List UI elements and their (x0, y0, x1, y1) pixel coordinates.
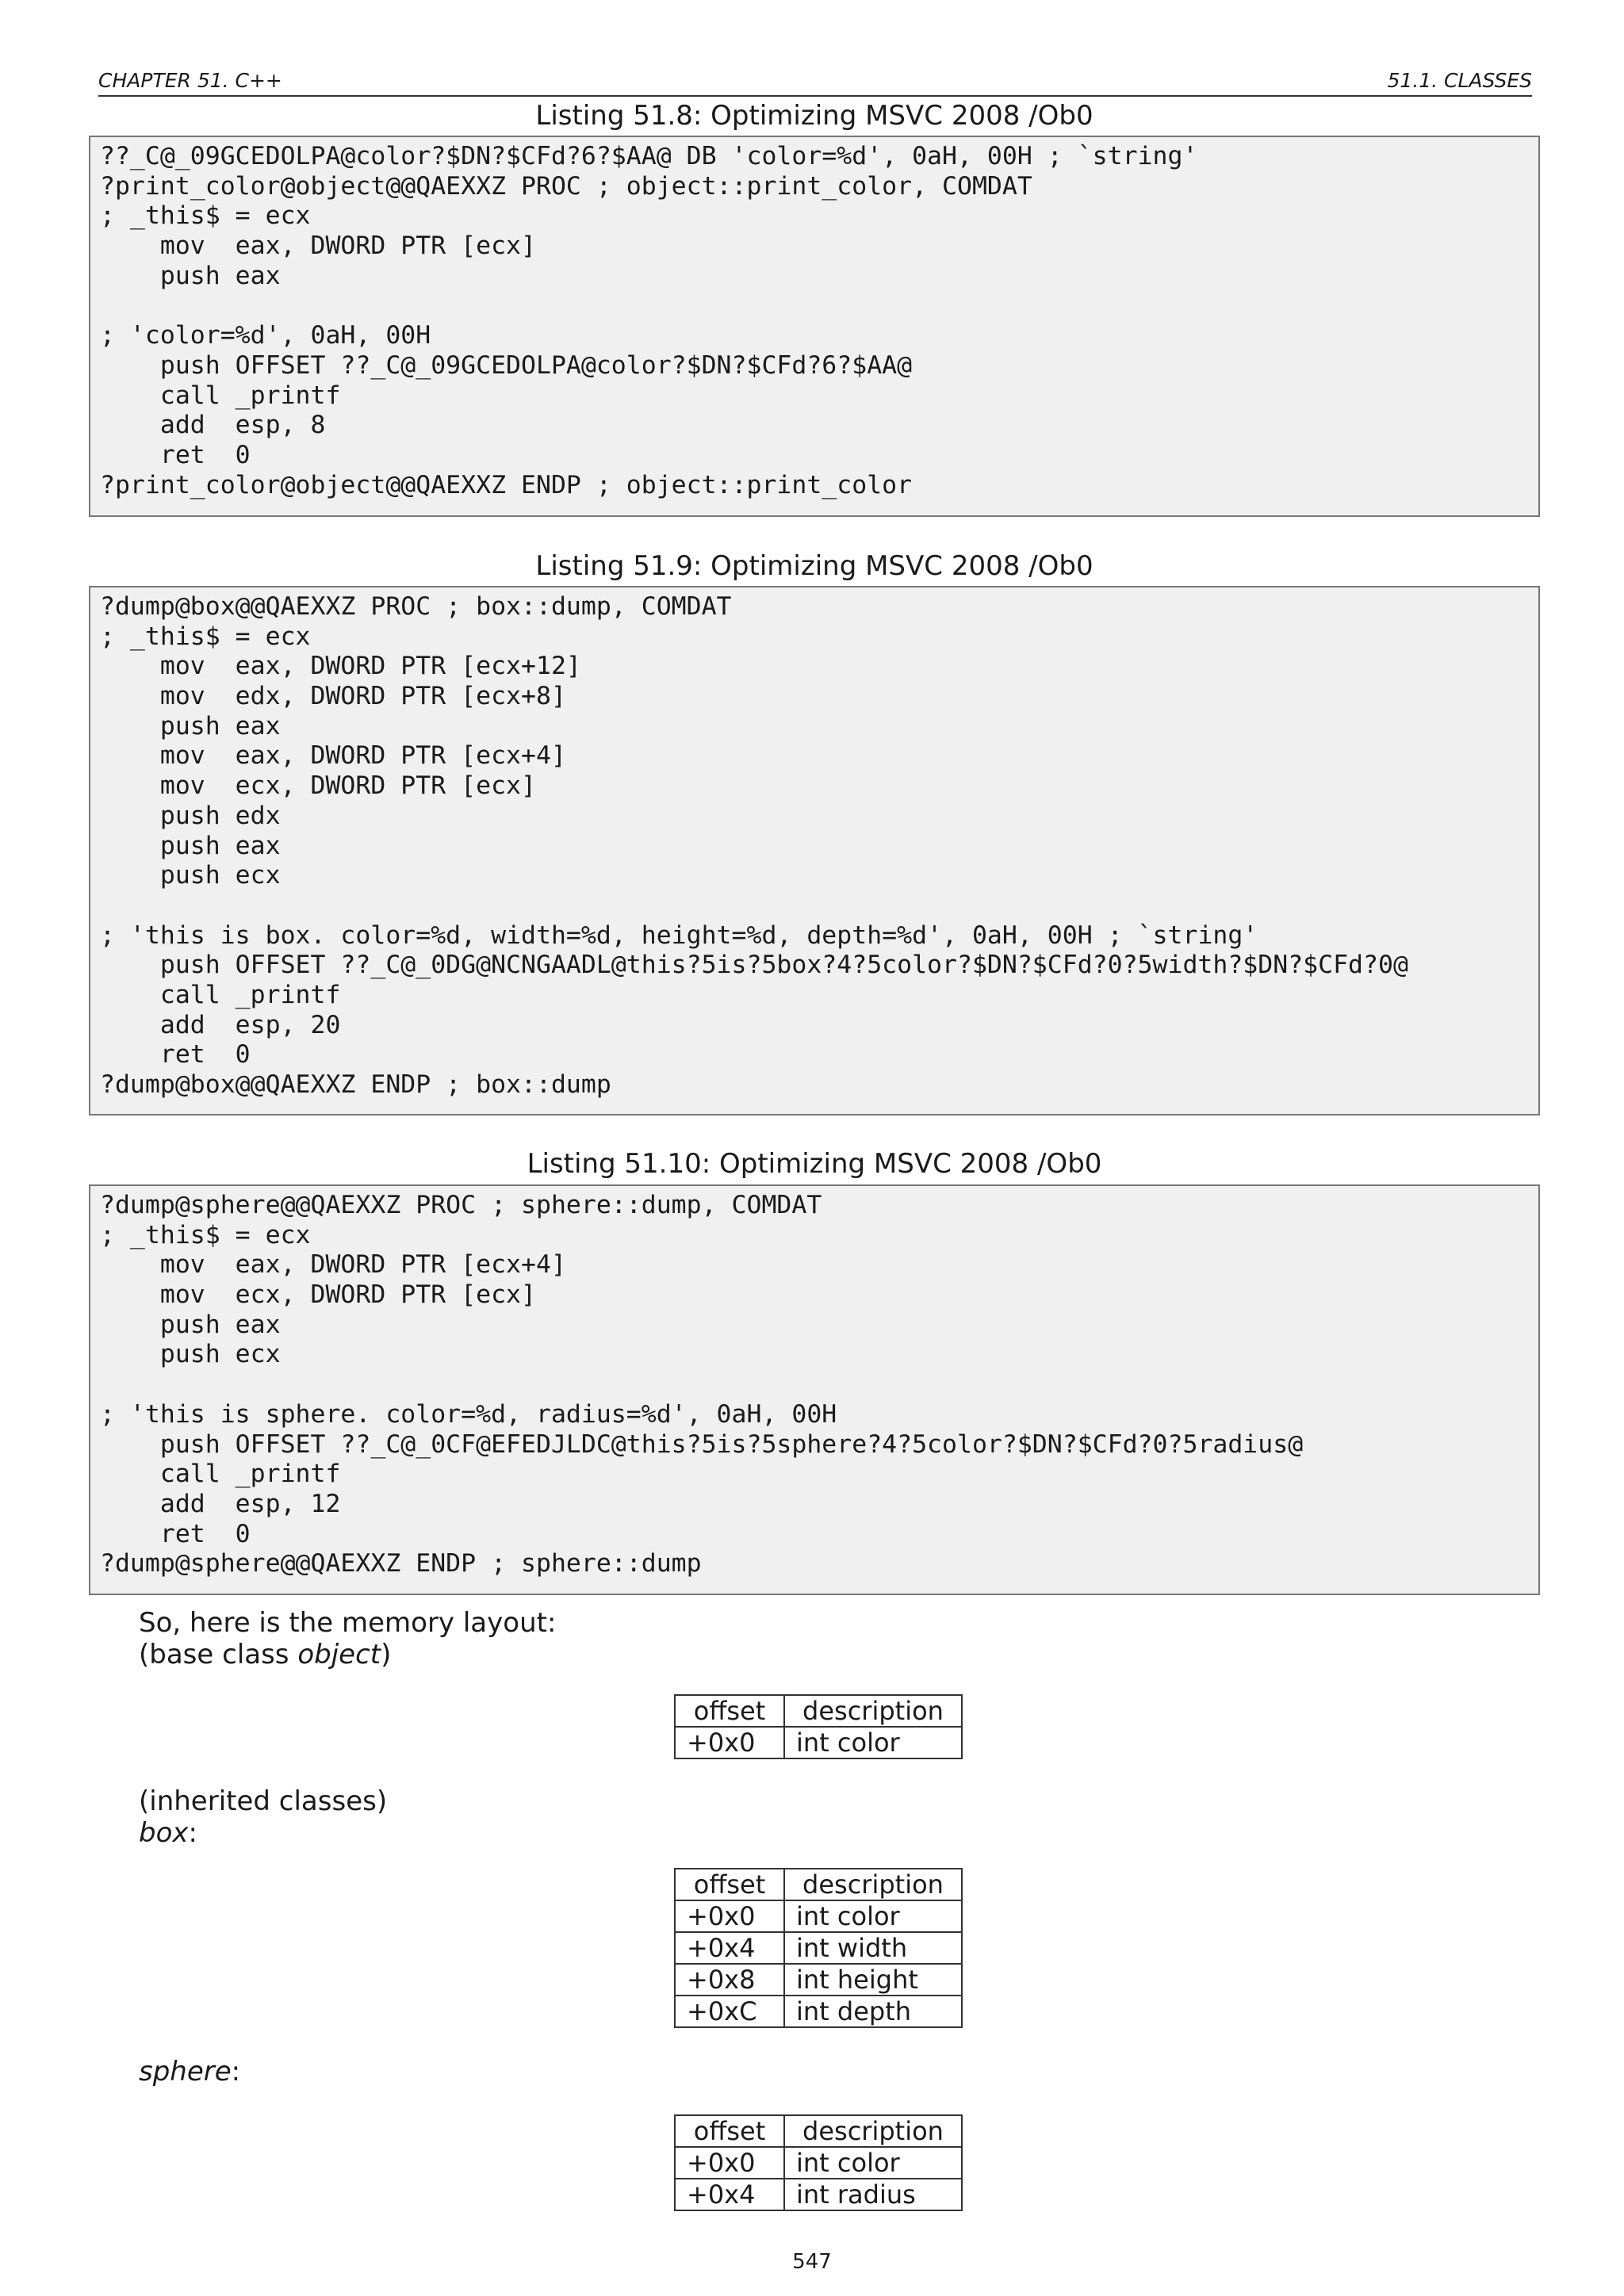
code-line: push eax (100, 1310, 281, 1339)
description-cell: int width (784, 1932, 962, 1964)
code-line: mov eax, DWORD PTR [ecx+4] (100, 1250, 566, 1280)
offset-cell: +0x4 (675, 2179, 784, 2210)
code-line: add esp, 20 (100, 1010, 341, 1039)
table-row (675, 2147, 962, 2179)
code-line: ; _this$ = ecx (100, 1220, 311, 1249)
code-line: call _printf (100, 1460, 341, 1489)
table-row (675, 1996, 962, 2027)
code-line: push ecx (100, 1340, 281, 1369)
inherited-classes-label: (inherited classes) box: (139, 1785, 388, 1849)
listing-caption: Listing 51.8: Optimizing MSVC 2008 /Ob0 (535, 100, 1094, 132)
memory-layout-table-sphere (674, 2114, 963, 2211)
table-row (675, 1964, 962, 1996)
sphere-label: sphere: (139, 2056, 241, 2087)
code-line (100, 291, 1529, 321)
code-line: push eax (100, 261, 281, 290)
description-cell: int color (784, 2147, 962, 2179)
column-header: description (784, 1695, 962, 1727)
header-section: 51.1. CLASSES (1387, 69, 1532, 92)
code-line: push edx (100, 801, 281, 830)
code-listing (89, 1184, 1540, 1595)
code-line: ; 'this is sphere. color=%d, radius=%d', 0aH, 00H (100, 1399, 837, 1429)
table-header-row (675, 1695, 962, 1727)
code-line: push eax (100, 831, 281, 860)
offset-cell: +0x4 (675, 1932, 784, 1964)
memory-layout-table-box (674, 1868, 963, 2028)
code-line: add esp, 8 (100, 411, 326, 440)
code-line: mov eax, DWORD PTR [ecx+12] (100, 652, 581, 681)
code-line: push OFFSET ??_C@_0DG@NCNGAADL@this?5is?5box?4?5color?$DN?$CFd?0?5width?$DN?$CFd?0@ (100, 951, 1408, 980)
code-line: ?dump@box@@QAEXXZ PROC ; box::dump, COMDAT (100, 592, 732, 621)
code-line: push OFFSET ??_C@_09GCEDOLPA@color?$DN?$CFd?6?$AA@ (100, 350, 913, 380)
code-line: ?dump@box@@QAEXXZ ENDP ; box::dump (100, 1070, 611, 1099)
class-name-box: box (139, 1817, 189, 1849)
table-row (675, 1727, 962, 1758)
description-cell: int depth (784, 1996, 962, 2027)
code-line: push eax (100, 711, 281, 740)
offset-cell: +0x0 (675, 2147, 784, 2179)
code-line: call _printf (100, 980, 341, 1009)
memory-layout-intro: So, here is the memory layout: (base class object) (139, 1607, 557, 1670)
column-header: description (784, 2115, 962, 2147)
code-line: mov eax, DWORD PTR [ecx+4] (100, 741, 566, 771)
table-row (675, 1932, 962, 1964)
column-header: offset (675, 1869, 784, 1900)
code-line: ?print_color@object@@QAEXXZ ENDP ; object::print_color (100, 470, 913, 499)
code-line: mov ecx, DWORD PTR [ecx] (100, 771, 536, 801)
column-header: description (784, 1869, 962, 1900)
description-cell: int radius (784, 2179, 962, 2210)
code-line: ; _this$ = ecx (100, 201, 311, 231)
code-line: ret 0 (100, 440, 251, 469)
class-name-sphere: sphere (139, 2056, 232, 2087)
code-line: mov ecx, DWORD PTR [ecx] (100, 1280, 536, 1310)
memory-layout-table-object (674, 1694, 963, 1759)
table-row (675, 1900, 962, 1932)
code-line: ret 0 (100, 1040, 251, 1070)
class-name-object: object (297, 1639, 381, 1670)
listing-caption: Listing 51.10: Optimizing MSVC 2008 /Ob0 (527, 1148, 1102, 1180)
running-header (98, 67, 1532, 97)
code-line: ; 'this is box. color=%d, width=%d, height=%d, depth=%d', 0aH, 00H ; `string' (100, 920, 1258, 950)
code-line: ret 0 (100, 1519, 251, 1548)
code-line (100, 1370, 1529, 1400)
description-cell: int height (784, 1964, 962, 1996)
code-line: ; 'color=%d', 0aH, 00H (100, 321, 431, 350)
code-line: ??_C@_09GCEDOLPA@color?$DN?$CFd?6?$AA@ DB 'color=%d', 0aH, 00H ; `string' (100, 142, 1198, 170)
offset-cell: +0x0 (675, 1727, 784, 1758)
code-line: call _printf (100, 381, 341, 410)
code-line: ?print_color@object@@QAEXXZ PROC ; object::print_color, COMDAT (100, 171, 1032, 201)
code-line: push OFFSET ??_C@_0CF@EFEDJLDC@this?5is?5sphere?4?5color?$DN?$CFd?0?5radius@ (100, 1429, 1304, 1459)
page-number: 547 (792, 2250, 832, 2274)
column-header: offset (675, 1695, 784, 1727)
code-line (100, 891, 1529, 921)
table-row (675, 2179, 962, 2210)
code-line: ?dump@sphere@@QAEXXZ PROC ; sphere::dump, COMDAT (100, 1191, 822, 1219)
code-line: add esp, 12 (100, 1489, 341, 1518)
code-line: push ecx (100, 861, 281, 890)
column-header: offset (675, 2115, 784, 2147)
description-cell: int color (784, 1900, 962, 1932)
code-listing (89, 586, 1540, 1115)
offset-cell: +0xC (675, 1996, 784, 2027)
header-chapter: CHAPTER 51. C++ (98, 69, 282, 92)
listing-caption: Listing 51.9: Optimizing MSVC 2008 /Ob0 (535, 550, 1094, 582)
code-line: ; _this$ = ecx (100, 622, 311, 651)
code-line: ?dump@sphere@@QAEXXZ ENDP ; sphere::dump (100, 1549, 702, 1578)
table-header-row (675, 1869, 962, 1900)
code-listing (89, 136, 1540, 517)
offset-cell: +0x0 (675, 1900, 784, 1932)
code-line: mov edx, DWORD PTR [ecx+8] (100, 682, 566, 711)
code-line: mov eax, DWORD PTR [ecx] (100, 232, 536, 261)
table-header-row (675, 2115, 962, 2147)
offset-cell: +0x8 (675, 1964, 784, 1996)
description-cell: int color (784, 1727, 962, 1758)
